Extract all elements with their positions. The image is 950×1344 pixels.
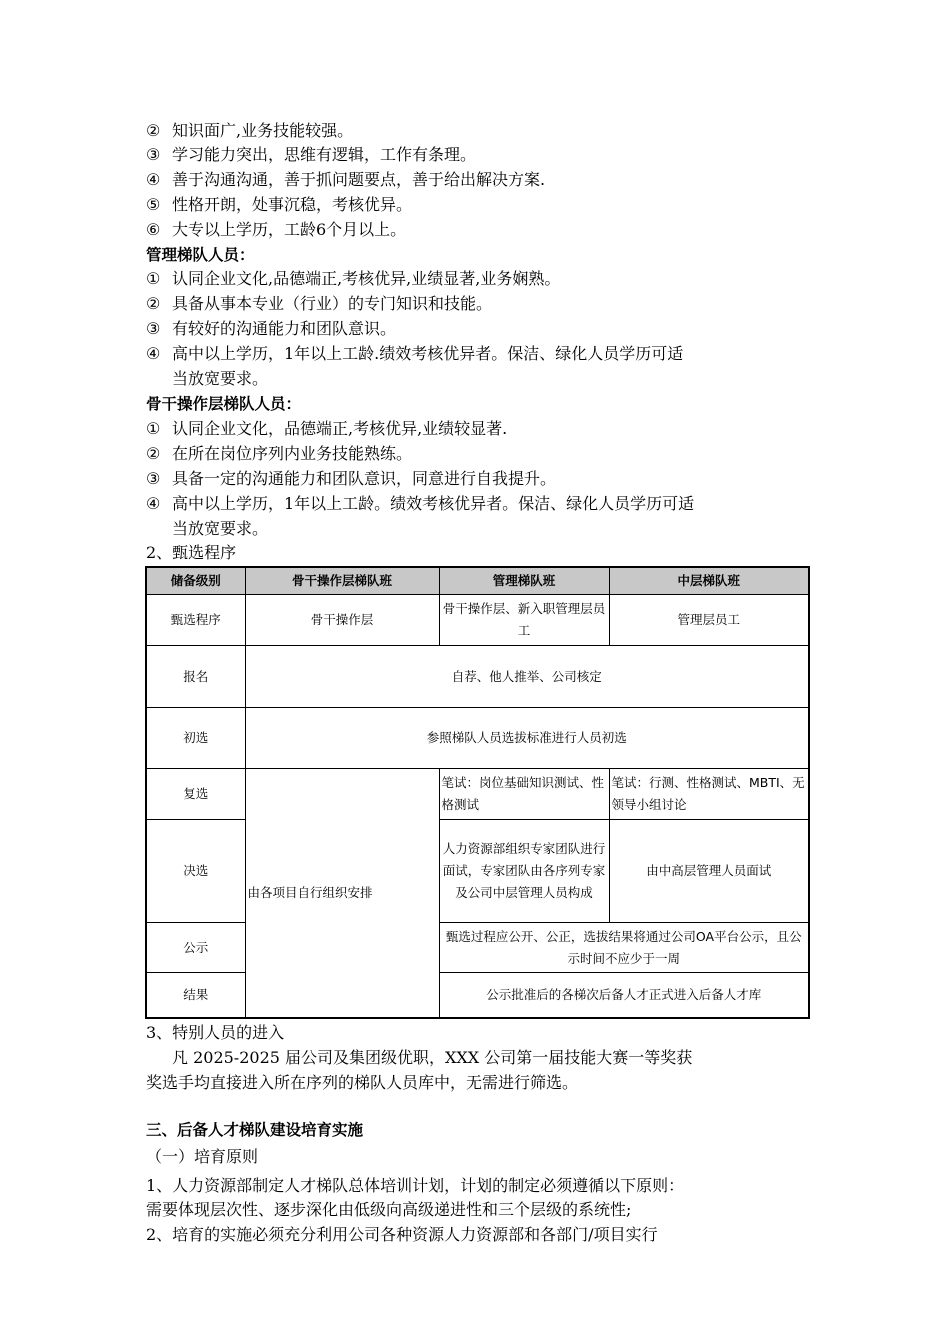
item-number: ③ [146,145,161,164]
mgmt-heading: 管理梯队人员： [146,246,255,264]
table-cell: 参照梯队人员选拔标准进行人员初选 [245,708,809,769]
item-number: ③ [146,469,161,488]
row-label: 公示 [146,923,245,973]
item-text: 学习能力突出，思维有逻辑，工作有条理。 [172,145,477,164]
list-item [146,317,396,341]
table-header-row [146,567,809,595]
list-item [146,417,507,441]
table-cell: 骨干操作层、新入职管理层员工 [439,595,609,646]
paragraph-line: 1、人力资源部制定人才梯队总体培训计划，计划的制定必须遵循以下原则： [146,1176,685,1195]
list-item [146,218,406,242]
item-number: ⑤ [146,195,161,214]
table-cell: 骨干操作层 [245,595,439,646]
list-item [146,467,556,491]
item-number: ④ [146,170,161,189]
table-row [146,769,809,820]
item-number: ④ [146,494,161,513]
row-label: 初选 [146,708,245,769]
list-item [146,143,476,167]
item-text: 认同企业文化,品德端正,考核优异,业绩显著,业务娴熟。 [172,269,561,288]
section3-title: 3、特别人员的进入 [146,1023,285,1042]
selection-procedure-table [145,566,810,1019]
merged-cell: 由各项目自行组织安排 [245,769,439,1018]
table-header: 骨干操作层梯队班 [245,567,439,595]
row-label: 甄选程序 [146,595,245,646]
subsection-title: （一）培育原则 [146,1147,259,1166]
item-text: 在所在岗位序列内业务技能熟练。 [172,444,413,463]
table-row [146,595,809,646]
table-row [146,646,809,708]
list-item-continuation: 当放宽要求。 [172,369,269,388]
row-label: 报名 [146,646,245,708]
item-number: ④ [146,344,161,363]
paragraph-line: 奖选手均直接进入所在序列的梯队人员库中，无需进行筛选。 [146,1073,579,1092]
table-cell: 管理层员工 [609,595,809,646]
item-text: 有较好的沟通能力和团队意识。 [172,319,397,338]
item-number: ② [146,121,161,140]
item-text: 性格开朗，处事沉稳，考核优异。 [172,195,413,214]
item-text: 高中以上学历，1年以上工龄。绩效考核优异者。保洁、绿化人员学历可适 [172,494,695,513]
list-item [146,342,683,366]
item-number: ③ [146,319,161,338]
list-item [146,292,492,316]
part3-title: 三、后备人才梯队建设培育实施 [146,1121,364,1139]
item-text: 高中以上学历，1年以上工龄.绩效考核优异者。保洁、绿化人员学历可适 [172,344,684,363]
table-header: 中层梯队班 [609,567,809,595]
table-cell: 自荐、他人推举、公司核定 [245,646,809,708]
item-number: ① [146,269,161,288]
row-label: 结果 [146,973,245,1018]
table-cell: 由中高层管理人员面试 [609,820,809,923]
table-cell: 人力资源部组织专家团队进行面试，专家团队由各序列专家及公司中层管理人员构成 [439,820,609,923]
core-heading: 骨干操作层梯队人员： [146,395,302,413]
item-text: 大专以上学历，工龄6个月以上。 [172,220,407,239]
item-number: ② [146,444,161,463]
paragraph-line: 2、培育的实施必须充分利用公司各种资源人力资源部和各部门/项目实行 [146,1225,658,1244]
list-item [146,193,412,217]
list-item [146,168,545,192]
item-text: 善于沟通沟通，善于抓问题要点，善于给出解决方案. [172,170,546,189]
section2-title: 2、甄选程序 [146,543,237,562]
list-item [146,492,694,516]
item-number: ② [146,294,161,313]
table-cell: 公示批准后的各梯次后备人才正式进入后备人才库 [439,973,809,1018]
table-cell: 甄选过程应公开、公正，选拔结果将通过公司OA平台公示，且公示时间不应少于一周 [439,923,809,973]
list-item [146,267,560,291]
table-header: 储备级别 [146,567,245,595]
table-header: 管理梯队班 [439,567,609,595]
list-item-continuation: 当放宽要求。 [172,519,269,538]
paragraph-line: 需要体现层次性、逐步深化由低级向高级递进性和三个层级的系统性; [146,1200,632,1219]
table-cell: 笔试：行测、性格测试、MBTI、无领导小组讨论 [609,769,809,820]
table-cell: 笔试：岗位基础知识测试、性格测试 [439,769,609,820]
list-item [146,119,353,143]
item-number: ① [146,419,161,438]
list-item [146,442,412,466]
item-text: 具备从事本专业（行业）的专门知识和技能。 [172,294,493,313]
row-label: 复选 [146,769,245,820]
item-text: 知识面广,业务技能较强。 [172,121,354,140]
item-text: 具备一定的沟通能力和团队意识，同意进行自我提升。 [172,469,557,488]
item-number: ⑥ [146,220,161,239]
row-label: 决选 [146,820,245,923]
paragraph-line: 凡 2025-2025 届公司及集团级优职，XXX 公司第一届技能大赛一等奖获 [172,1048,693,1067]
item-text: 认同企业文化，品德端正,考核优异,业绩较显著. [172,419,508,438]
table-row [146,708,809,769]
